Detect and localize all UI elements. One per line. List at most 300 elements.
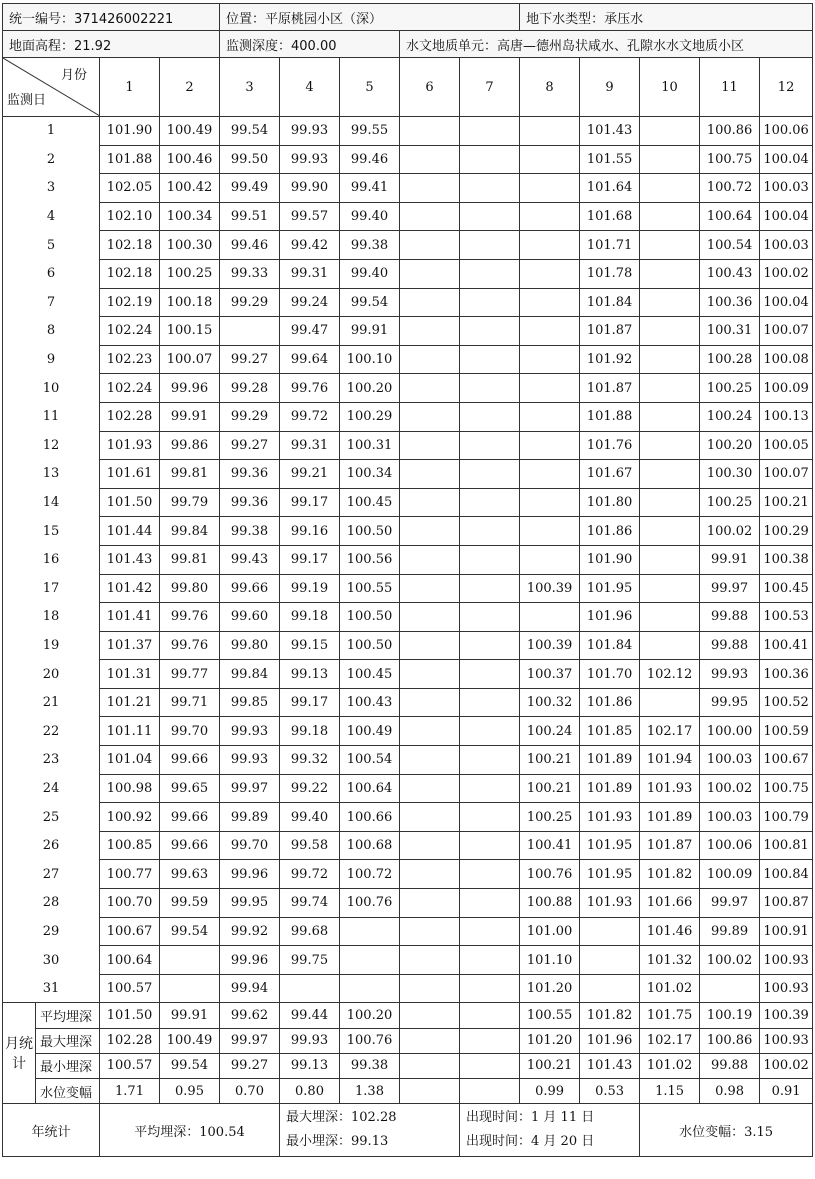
stat-value-cell: 99.88 xyxy=(700,1053,760,1078)
depth-value-cell: 99.18 xyxy=(280,717,340,746)
depth-value-cell: 101.61 xyxy=(100,460,160,489)
table-row xyxy=(3,288,813,317)
depth-value-cell: 101.84 xyxy=(580,631,640,660)
stat-value-cell: 100.02 xyxy=(760,1053,813,1078)
depth-value-cell xyxy=(520,117,580,146)
depth-value-cell xyxy=(400,803,460,832)
depth-value-cell: 99.84 xyxy=(160,517,220,546)
depth-value-cell: 101.67 xyxy=(580,460,640,489)
stat-value-cell: 100.57 xyxy=(100,1053,160,1078)
depth-value-cell xyxy=(520,545,580,574)
depth-value-cell: 100.30 xyxy=(700,460,760,489)
depth-value-cell xyxy=(460,803,520,832)
depth-value-cell xyxy=(400,202,460,231)
depth-value-cell: 100.06 xyxy=(760,117,813,146)
depth-value-cell xyxy=(520,317,580,346)
day-label: 9 xyxy=(3,345,100,374)
stat-value-cell: 99.27 xyxy=(220,1053,280,1078)
depth-value-cell: 100.02 xyxy=(760,259,813,288)
stat-value-cell: 101.50 xyxy=(100,1003,160,1028)
depth-value-cell xyxy=(520,288,580,317)
depth-value-cell xyxy=(400,460,460,489)
table-row xyxy=(3,631,813,660)
depth-value-cell: 100.76 xyxy=(520,860,580,889)
depth-value-cell xyxy=(460,946,520,975)
depth-value-cell: 100.52 xyxy=(760,688,813,717)
day-label: 30 xyxy=(3,946,100,975)
depth-value-cell: 100.49 xyxy=(340,717,400,746)
stat-label: 平均埋深 xyxy=(36,1003,100,1028)
depth-value-cell xyxy=(400,974,460,1003)
table-row xyxy=(3,231,813,260)
annual-average-depth: 平均埋深：100.54 xyxy=(100,1104,280,1157)
water-type: 地下水类型：承压水 xyxy=(520,4,813,31)
day-label: 31 xyxy=(3,974,100,1003)
depth-value-cell: 101.88 xyxy=(580,402,640,431)
depth-value-cell: 100.18 xyxy=(160,288,220,317)
depth-value-cell: 100.54 xyxy=(700,231,760,260)
depth-value-cell: 100.29 xyxy=(340,402,400,431)
depth-value-cell: 99.85 xyxy=(220,688,280,717)
depth-value-cell: 100.45 xyxy=(760,574,813,603)
monitoring-table xyxy=(2,3,813,1157)
depth-value-cell: 99.91 xyxy=(700,545,760,574)
depth-value-cell: 100.00 xyxy=(700,717,760,746)
depth-value-cell: 99.88 xyxy=(700,631,760,660)
depth-value-cell xyxy=(460,774,520,803)
depth-value-cell: 101.20 xyxy=(520,974,580,1003)
table-row xyxy=(3,889,813,918)
depth-value-cell: 99.77 xyxy=(160,660,220,689)
stat-value-cell: 0.98 xyxy=(700,1078,760,1103)
depth-value-cell: 99.42 xyxy=(280,231,340,260)
depth-value-cell: 102.24 xyxy=(100,374,160,403)
day-label: 10 xyxy=(3,374,100,403)
depth-value-cell xyxy=(460,374,520,403)
depth-value-cell: 100.92 xyxy=(100,803,160,832)
depth-value-cell: 100.53 xyxy=(760,603,813,632)
depth-value-cell: 99.66 xyxy=(160,831,220,860)
depth-value-cell: 100.34 xyxy=(340,460,400,489)
depth-value-cell: 99.16 xyxy=(280,517,340,546)
depth-value-cell: 101.37 xyxy=(100,631,160,660)
depth-value-cell: 101.88 xyxy=(100,145,160,174)
stat-value-cell: 102.28 xyxy=(100,1028,160,1053)
depth-value-cell: 100.64 xyxy=(100,946,160,975)
depth-value-cell: 100.85 xyxy=(100,831,160,860)
depth-value-cell: 99.81 xyxy=(160,545,220,574)
depth-value-cell xyxy=(460,660,520,689)
depth-value-cell: 99.72 xyxy=(280,860,340,889)
table-row xyxy=(3,774,813,803)
depth-value-cell: 100.43 xyxy=(700,259,760,288)
depth-value-cell: 99.43 xyxy=(220,545,280,574)
depth-value-cell: 100.41 xyxy=(520,831,580,860)
depth-value-cell: 99.40 xyxy=(340,202,400,231)
depth-value-cell xyxy=(520,259,580,288)
depth-value-cell: 100.81 xyxy=(760,831,813,860)
depth-value-cell: 101.80 xyxy=(580,488,640,517)
depth-value-cell: 99.38 xyxy=(220,517,280,546)
depth-value-cell xyxy=(340,974,400,1003)
depth-value-cell xyxy=(640,259,700,288)
day-label: 25 xyxy=(3,803,100,832)
annual-extreme-times xyxy=(460,1104,640,1157)
depth-value-cell: 101.93 xyxy=(100,431,160,460)
depth-value-cell: 101.66 xyxy=(640,889,700,918)
depth-value-cell: 99.28 xyxy=(220,374,280,403)
stat-value-cell: 99.91 xyxy=(160,1003,220,1028)
depth-value-cell xyxy=(580,946,640,975)
table-row xyxy=(3,545,813,574)
depth-value-cell xyxy=(640,545,700,574)
stat-value-cell xyxy=(400,1053,460,1078)
stat-value-cell: 101.43 xyxy=(580,1053,640,1078)
stat-value-cell: 99.44 xyxy=(280,1003,340,1028)
depth-value-cell: 101.31 xyxy=(100,660,160,689)
depth-value-cell xyxy=(460,603,520,632)
depth-value-cell: 99.57 xyxy=(280,202,340,231)
depth-value-cell xyxy=(460,231,520,260)
depth-value-cell xyxy=(340,917,400,946)
depth-value-cell: 100.50 xyxy=(340,603,400,632)
depth-value-cell: 101.93 xyxy=(580,803,640,832)
depth-value-cell: 99.74 xyxy=(280,889,340,918)
depth-value-cell: 100.77 xyxy=(100,860,160,889)
depth-value-cell xyxy=(400,317,460,346)
depth-value-cell: 99.58 xyxy=(280,831,340,860)
depth-value-cell: 100.02 xyxy=(700,517,760,546)
depth-value-cell: 100.36 xyxy=(760,660,813,689)
depth-value-cell xyxy=(640,288,700,317)
depth-value-cell: 99.17 xyxy=(280,488,340,517)
depth-value-cell: 99.51 xyxy=(220,202,280,231)
month-header-row xyxy=(3,58,813,117)
depth-value-cell xyxy=(160,974,220,1003)
table-row xyxy=(3,517,813,546)
depth-value-cell: 101.10 xyxy=(520,946,580,975)
day-label: 21 xyxy=(3,688,100,717)
stat-value-cell: 100.49 xyxy=(160,1028,220,1053)
depth-value-cell: 101.90 xyxy=(100,117,160,146)
depth-value-cell: 99.93 xyxy=(220,746,280,775)
table-row xyxy=(3,746,813,775)
table-row xyxy=(3,317,813,346)
table-row xyxy=(3,660,813,689)
day-label: 8 xyxy=(3,317,100,346)
day-label: 26 xyxy=(3,831,100,860)
day-label: 7 xyxy=(3,288,100,317)
depth-value-cell xyxy=(460,974,520,1003)
table-row xyxy=(3,174,813,203)
depth-value-cell: 99.90 xyxy=(280,174,340,203)
depth-value-cell: 102.19 xyxy=(100,288,160,317)
depth-value-cell: 99.54 xyxy=(160,917,220,946)
day-label: 29 xyxy=(3,917,100,946)
depth-value-cell: 99.21 xyxy=(280,460,340,489)
table-row xyxy=(3,145,813,174)
table-row xyxy=(3,488,813,517)
depth-value-cell: 100.20 xyxy=(340,374,400,403)
day-label: 28 xyxy=(3,889,100,918)
depth-value-cell: 100.07 xyxy=(160,345,220,374)
depth-value-cell: 100.84 xyxy=(760,860,813,889)
depth-value-cell xyxy=(400,860,460,889)
stat-value-cell: 99.54 xyxy=(160,1053,220,1078)
table-row xyxy=(3,946,813,975)
annual-stats-row xyxy=(3,1104,813,1157)
depth-value-cell: 99.95 xyxy=(220,889,280,918)
depth-value-cell xyxy=(640,631,700,660)
stat-value-cell xyxy=(460,1053,520,1078)
depth-value-cell xyxy=(640,603,700,632)
depth-value-cell: 102.23 xyxy=(100,345,160,374)
depth-value-cell: 101.85 xyxy=(580,717,640,746)
monthly-stats-group-label: 月统计 xyxy=(3,1003,36,1104)
stat-value-cell: 0.53 xyxy=(580,1078,640,1103)
depth-value-cell: 102.12 xyxy=(640,660,700,689)
annual-min-depth: 最小埋深：99.13 xyxy=(286,1134,389,1150)
table-row xyxy=(3,688,813,717)
day-label: 19 xyxy=(3,631,100,660)
depth-value-cell xyxy=(400,717,460,746)
depth-value-cell xyxy=(520,174,580,203)
depth-value-cell: 99.38 xyxy=(340,231,400,260)
depth-value-cell: 99.17 xyxy=(280,688,340,717)
day-label: 1 xyxy=(3,117,100,146)
month-header: 12 xyxy=(760,58,813,117)
depth-value-cell: 101.86 xyxy=(580,517,640,546)
stat-label: 最小埋深 xyxy=(36,1053,100,1078)
depth-value-cell: 99.54 xyxy=(340,288,400,317)
stat-value-cell xyxy=(460,1028,520,1053)
depth-value-cell: 101.95 xyxy=(580,574,640,603)
depth-value-cell: 99.65 xyxy=(160,774,220,803)
annual-max-time: 出现时间：1 月 11 日 xyxy=(466,1110,595,1126)
depth-value-cell: 100.72 xyxy=(340,860,400,889)
annual-min-time: 出现时间：4 月 20 日 xyxy=(466,1134,595,1150)
depth-value-cell xyxy=(400,374,460,403)
depth-value-cell: 99.36 xyxy=(220,488,280,517)
depth-value-cell xyxy=(400,488,460,517)
depth-value-cell: 100.06 xyxy=(700,831,760,860)
day-label: 24 xyxy=(3,774,100,803)
monthly-stat-row xyxy=(3,1003,813,1028)
depth-value-cell: 101.86 xyxy=(580,688,640,717)
depth-value-cell: 99.91 xyxy=(160,402,220,431)
stat-value-cell xyxy=(400,1078,460,1103)
depth-value-cell: 100.87 xyxy=(760,889,813,918)
day-label: 2 xyxy=(3,145,100,174)
depth-value-cell: 100.42 xyxy=(160,174,220,203)
depth-value-cell xyxy=(460,860,520,889)
depth-value-cell: 99.24 xyxy=(280,288,340,317)
depth-value-cell: 100.88 xyxy=(520,889,580,918)
depth-value-cell xyxy=(460,174,520,203)
depth-value-cell: 99.80 xyxy=(160,574,220,603)
table-row xyxy=(3,603,813,632)
depth-value-cell: 100.93 xyxy=(760,946,813,975)
day-label: 14 xyxy=(3,488,100,517)
day-label: 4 xyxy=(3,202,100,231)
depth-value-cell xyxy=(400,946,460,975)
depth-value-cell xyxy=(520,460,580,489)
depth-value-cell xyxy=(400,746,460,775)
depth-value-cell: 102.28 xyxy=(100,402,160,431)
stat-value-cell xyxy=(400,1003,460,1028)
depth-value-cell: 100.34 xyxy=(160,202,220,231)
header-row-1 xyxy=(3,4,813,31)
depth-value-cell xyxy=(460,431,520,460)
depth-value-cell: 100.46 xyxy=(160,145,220,174)
depth-value-cell: 99.81 xyxy=(160,460,220,489)
month-header: 11 xyxy=(700,58,760,117)
depth-value-cell xyxy=(460,746,520,775)
stat-label: 水位变幅 xyxy=(36,1078,100,1103)
depth-value-cell: 101.64 xyxy=(580,174,640,203)
depth-value-cell: 100.72 xyxy=(700,174,760,203)
day-label: 13 xyxy=(3,460,100,489)
stat-value-cell: 100.21 xyxy=(520,1053,580,1078)
depth-value-cell: 101.76 xyxy=(580,431,640,460)
depth-value-cell xyxy=(400,774,460,803)
corner-cell xyxy=(3,58,100,117)
monthly-stat-row xyxy=(3,1078,813,1103)
depth-value-cell xyxy=(400,831,460,860)
table-row xyxy=(3,460,813,489)
stat-value-cell: 0.99 xyxy=(520,1078,580,1103)
depth-value-cell: 100.49 xyxy=(160,117,220,146)
depth-value-cell: 100.39 xyxy=(520,574,580,603)
depth-value-cell xyxy=(400,631,460,660)
depth-value-cell: 99.93 xyxy=(280,145,340,174)
month-header: 6 xyxy=(400,58,460,117)
depth-value-cell: 100.75 xyxy=(700,145,760,174)
depth-value-cell: 99.55 xyxy=(340,117,400,146)
depth-value-cell xyxy=(640,345,700,374)
depth-value-cell: 100.70 xyxy=(100,889,160,918)
depth-value-cell: 102.18 xyxy=(100,259,160,288)
depth-value-cell: 100.09 xyxy=(700,860,760,889)
depth-value-cell: 100.25 xyxy=(700,374,760,403)
depth-value-cell xyxy=(580,917,640,946)
table-row xyxy=(3,574,813,603)
depth-value-cell: 101.70 xyxy=(580,660,640,689)
depth-value-cell: 99.22 xyxy=(280,774,340,803)
depth-value-cell: 100.28 xyxy=(700,345,760,374)
stat-value-cell: 101.75 xyxy=(640,1003,700,1028)
day-label: 5 xyxy=(3,231,100,260)
depth-value-cell: 99.40 xyxy=(340,259,400,288)
depth-value-cell xyxy=(400,603,460,632)
depth-value-cell xyxy=(520,402,580,431)
depth-value-cell: 99.80 xyxy=(220,631,280,660)
depth-value-cell: 100.08 xyxy=(760,345,813,374)
depth-value-cell: 100.03 xyxy=(700,746,760,775)
depth-value-cell xyxy=(520,345,580,374)
stat-value-cell: 99.62 xyxy=(220,1003,280,1028)
stat-value-cell: 1.71 xyxy=(100,1078,160,1103)
depth-value-cell: 100.03 xyxy=(760,231,813,260)
stat-value-cell: 100.76 xyxy=(340,1028,400,1053)
day-label: 23 xyxy=(3,746,100,775)
depth-value-cell: 100.55 xyxy=(340,574,400,603)
day-label: 12 xyxy=(3,431,100,460)
depth-value-cell: 99.79 xyxy=(160,488,220,517)
depth-value-cell: 99.29 xyxy=(220,402,280,431)
depth-value-cell: 99.93 xyxy=(220,717,280,746)
depth-value-cell: 100.25 xyxy=(520,803,580,832)
depth-value-cell xyxy=(400,517,460,546)
depth-value-cell: 99.32 xyxy=(280,746,340,775)
month-axis-label: 月份 xyxy=(60,68,87,83)
stat-value-cell: 1.38 xyxy=(340,1078,400,1103)
depth-value-cell: 102.10 xyxy=(100,202,160,231)
stat-value-cell: 101.82 xyxy=(580,1003,640,1028)
stat-value-cell: 1.15 xyxy=(640,1078,700,1103)
day-label: 15 xyxy=(3,517,100,546)
depth-value-cell: 99.33 xyxy=(220,259,280,288)
depth-value-cell: 102.24 xyxy=(100,317,160,346)
depth-value-cell xyxy=(460,889,520,918)
hydrogeologic-unit: 水文地质单元：高唐—德州岛状咸水、孔隙水水文地质小区 xyxy=(400,31,813,58)
depth-value-cell xyxy=(460,288,520,317)
depth-value-cell: 99.40 xyxy=(280,803,340,832)
day-label: 20 xyxy=(3,660,100,689)
depth-value-cell: 99.95 xyxy=(700,688,760,717)
depth-value-cell: 100.24 xyxy=(520,717,580,746)
depth-value-cell xyxy=(520,488,580,517)
depth-value-cell: 99.97 xyxy=(220,774,280,803)
depth-value-cell xyxy=(580,974,640,1003)
depth-value-cell xyxy=(460,117,520,146)
depth-value-cell: 99.70 xyxy=(220,831,280,860)
depth-value-cell: 100.04 xyxy=(760,202,813,231)
depth-value-cell xyxy=(640,688,700,717)
depth-value-cell: 100.68 xyxy=(340,831,400,860)
depth-value-cell: 100.05 xyxy=(760,431,813,460)
depth-value-cell: 100.03 xyxy=(760,174,813,203)
depth-value-cell: 101.96 xyxy=(580,603,640,632)
depth-value-cell xyxy=(640,202,700,231)
depth-value-cell: 100.09 xyxy=(760,374,813,403)
depth-value-cell: 99.76 xyxy=(280,374,340,403)
depth-value-cell xyxy=(640,117,700,146)
depth-value-cell: 100.30 xyxy=(160,231,220,260)
depth-value-cell: 99.86 xyxy=(160,431,220,460)
depth-value-cell: 99.89 xyxy=(700,917,760,946)
depth-value-cell: 101.90 xyxy=(580,545,640,574)
depth-value-cell xyxy=(220,317,280,346)
monthly-stat-row xyxy=(3,1053,813,1078)
month-header: 1 xyxy=(100,58,160,117)
depth-value-cell xyxy=(640,231,700,260)
depth-value-cell: 100.29 xyxy=(760,517,813,546)
depth-value-cell xyxy=(460,545,520,574)
depth-value-cell: 101.95 xyxy=(580,860,640,889)
day-label: 27 xyxy=(3,860,100,889)
stat-label: 最大埋深 xyxy=(36,1028,100,1053)
depth-value-cell xyxy=(520,231,580,260)
depth-value-cell xyxy=(400,259,460,288)
depth-value-cell: 101.43 xyxy=(580,117,640,146)
depth-value-cell: 99.76 xyxy=(160,603,220,632)
depth-value-cell: 100.86 xyxy=(700,117,760,146)
depth-value-cell xyxy=(400,688,460,717)
depth-value-cell: 99.19 xyxy=(280,574,340,603)
stat-value-cell: 100.39 xyxy=(760,1003,813,1028)
depth-value-cell xyxy=(400,545,460,574)
